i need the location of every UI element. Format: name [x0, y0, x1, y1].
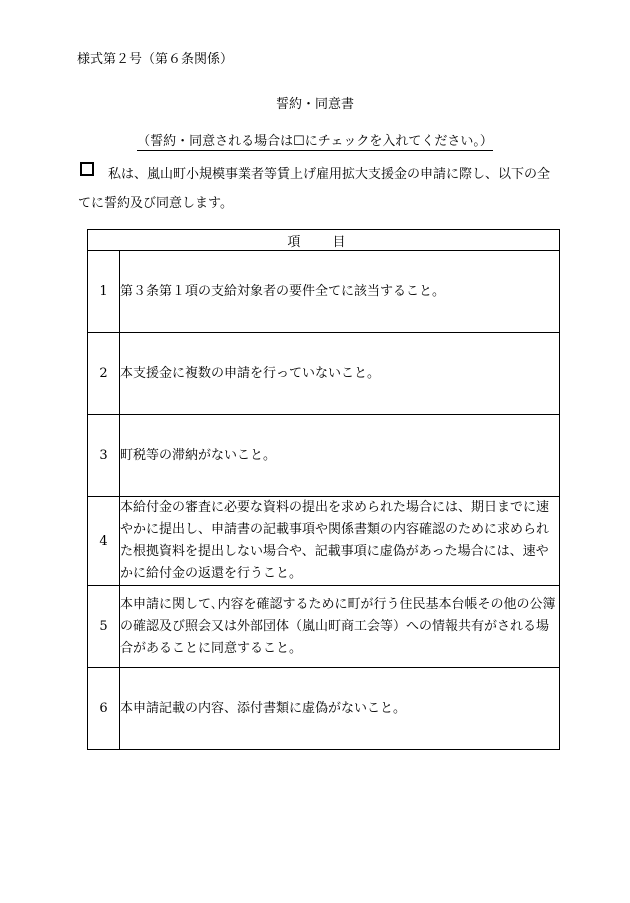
table-header-row — [88, 230, 560, 251]
instruction-text — [0, 130, 630, 149]
row-text: 本支援金に複数の申請を行っていないこと。 — [120, 333, 560, 415]
row-text: 本給付金の審査に必要な資料の提出を求められた場合には、期日までに速やかに提出し、申請書の記載事項や関係書類の内容確認のために求められた根拠資料を提出しない場合や、記載事項に虚偽があった場合には、速やかに給付金の返還を行うこと。 — [120, 497, 560, 586]
items-table — [87, 229, 560, 750]
row-number: 5 — [88, 586, 120, 668]
table-row — [88, 333, 560, 415]
row-number: 4 — [88, 497, 120, 586]
row-text: 本申請記載の内容、添付書類に虚偽がないこと。 — [120, 668, 560, 750]
row-number: 3 — [88, 415, 120, 497]
row-text: 第３条第１項の支給対象者の要件全てに該当すること。 — [120, 251, 560, 333]
table-row — [88, 586, 560, 668]
row-number: 2 — [88, 333, 120, 415]
table-row — [88, 668, 560, 750]
row-text: 本申請に関して､内容を確認するために町が行う住民基本台帳その他の公簿の確認及び照会又は外部団体（嵐山町商工会等）への情報共有がされる場合があることに同意すること。 — [120, 586, 560, 668]
page-title: 誓約・同意書 — [275, 97, 354, 112]
instruction-label: （誓約・同意される場合は☐にチェックを入れてください。） — [137, 134, 493, 149]
table-row — [88, 415, 560, 497]
row-number: 6 — [88, 668, 120, 750]
statement-text: 私は、嵐山町小規模事業者等賃上げ雇用拡大支援金の申請に際し、以下の全てに誓約及び同意します。 — [78, 167, 551, 211]
form-number: 様式第２号（第６条関係） — [77, 52, 234, 67]
statement — [78, 160, 558, 218]
row-number: 1 — [88, 251, 120, 333]
row-text: 町税等の滞納がないこと。 — [120, 415, 560, 497]
table-header: 項 目 — [88, 230, 560, 251]
table-row — [88, 251, 560, 333]
table-row — [88, 497, 560, 586]
